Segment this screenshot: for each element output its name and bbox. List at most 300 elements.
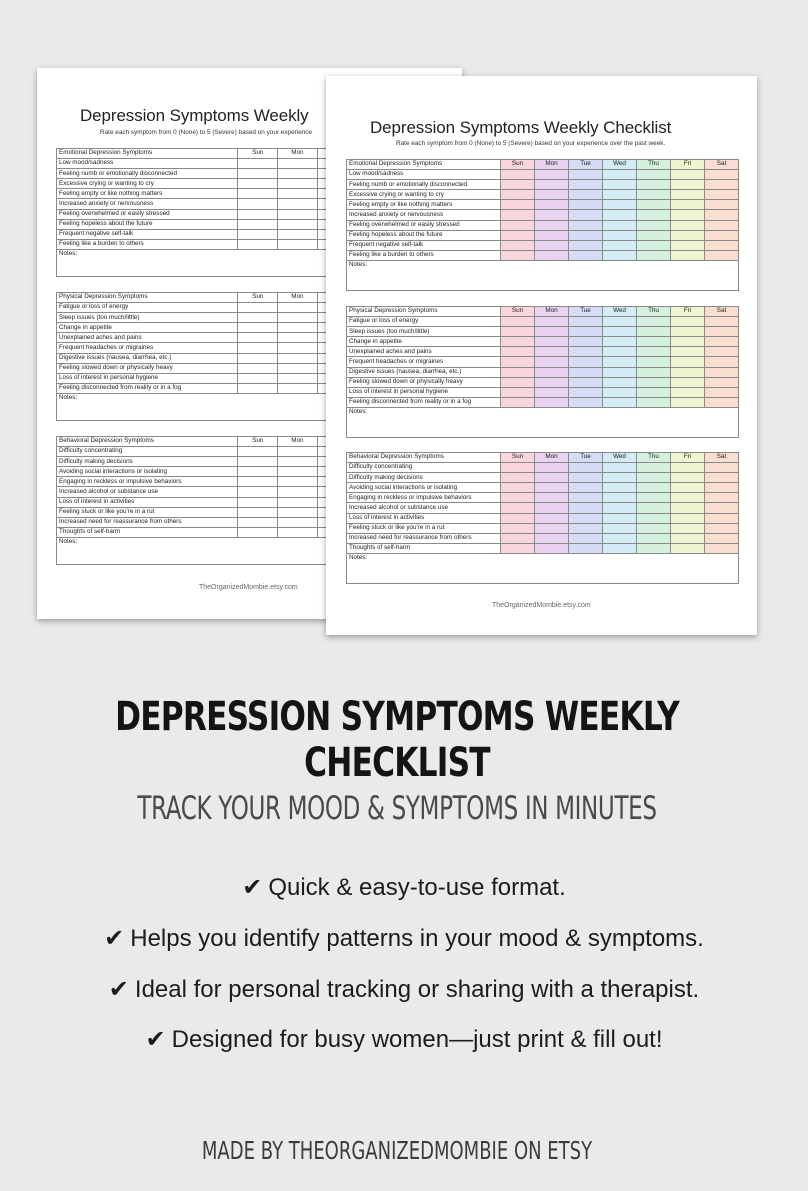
rating-cell[interactable] xyxy=(637,463,671,473)
symptom-row xyxy=(347,230,739,240)
rating-cell[interactable] xyxy=(535,180,569,190)
symptom-row xyxy=(347,367,739,377)
day-header: Wed xyxy=(603,160,637,170)
rating-cell[interactable] xyxy=(705,483,739,493)
rating-cell[interactable] xyxy=(705,240,739,250)
front-sheet-subtitle: Rate each symptom from 0 (None) to 5 (Severe) based on your experience over the past week. xyxy=(396,140,666,147)
rating-cell[interactable] xyxy=(238,373,278,383)
rating-cell[interactable] xyxy=(705,210,739,220)
rating-cell[interactable] xyxy=(671,327,705,337)
front-sheet-title: Depression Symptoms Weekly Checklist xyxy=(370,118,672,137)
symptom-row xyxy=(347,347,739,357)
rating-cell[interactable] xyxy=(671,210,705,220)
rating-cell[interactable] xyxy=(278,373,318,383)
symptom-label: Increased alcohol or substance use xyxy=(57,487,238,497)
rating-cell[interactable] xyxy=(535,463,569,473)
day-header: Mon xyxy=(535,160,569,170)
symptom-row xyxy=(347,533,739,543)
rating-cell[interactable] xyxy=(671,503,705,513)
day-header: Mon xyxy=(278,149,318,159)
symptom-label: Feeling slowed down or physically heavy xyxy=(57,363,238,373)
day-header: Sun xyxy=(238,437,278,447)
rating-cell[interactable] xyxy=(278,159,318,169)
rating-cell[interactable] xyxy=(569,230,603,240)
rating-cell[interactable] xyxy=(535,337,569,347)
rating-cell[interactable] xyxy=(278,313,318,323)
rating-cell[interactable] xyxy=(535,483,569,493)
rating-cell[interactable] xyxy=(637,180,671,190)
day-header: Fri xyxy=(671,160,705,170)
rating-cell[interactable] xyxy=(603,190,637,200)
rating-cell[interactable] xyxy=(569,327,603,337)
rating-cell[interactable] xyxy=(569,220,603,230)
rating-cell[interactable] xyxy=(278,239,318,249)
rating-cell[interactable] xyxy=(535,523,569,533)
rating-cell[interactable] xyxy=(278,333,318,343)
symptom-label: Digestive issues (nausea, diarrhea, etc.) xyxy=(347,367,501,377)
symptom-table xyxy=(346,159,739,291)
rating-cell[interactable] xyxy=(501,317,535,327)
rating-cell[interactable] xyxy=(637,533,671,543)
rating-cell[interactable] xyxy=(671,543,705,553)
rating-cell[interactable] xyxy=(535,503,569,513)
rating-cell[interactable] xyxy=(603,200,637,210)
rating-cell[interactable] xyxy=(637,493,671,503)
rating-cell[interactable] xyxy=(535,357,569,367)
rating-cell[interactable] xyxy=(501,250,535,260)
rating-cell[interactable] xyxy=(705,220,739,230)
rating-cell[interactable] xyxy=(535,230,569,240)
rating-cell[interactable] xyxy=(569,493,603,503)
rating-cell[interactable] xyxy=(603,357,637,367)
rating-cell[interactable] xyxy=(569,367,603,377)
rating-cell[interactable] xyxy=(278,179,318,189)
rating-cell[interactable] xyxy=(671,200,705,210)
rating-cell[interactable] xyxy=(501,533,535,543)
rating-cell[interactable] xyxy=(637,367,671,377)
rating-cell[interactable] xyxy=(603,387,637,397)
symptom-row xyxy=(347,200,739,210)
rating-cell[interactable] xyxy=(238,219,278,229)
rating-cell[interactable] xyxy=(705,337,739,347)
rating-cell[interactable] xyxy=(501,240,535,250)
rating-cell[interactable] xyxy=(535,533,569,543)
rating-cell[interactable] xyxy=(569,200,603,210)
rating-cell[interactable] xyxy=(569,473,603,483)
rating-cell[interactable] xyxy=(637,543,671,553)
rating-cell[interactable] xyxy=(238,159,278,169)
rating-cell[interactable] xyxy=(569,533,603,543)
rating-cell[interactable] xyxy=(705,317,739,327)
rating-cell[interactable] xyxy=(603,483,637,493)
rating-cell[interactable] xyxy=(603,230,637,240)
rating-cell[interactable] xyxy=(637,503,671,513)
rating-cell[interactable] xyxy=(569,503,603,513)
rating-cell[interactable] xyxy=(671,230,705,240)
rating-cell[interactable] xyxy=(705,190,739,200)
rating-cell[interactable] xyxy=(501,483,535,493)
rating-cell[interactable] xyxy=(278,507,318,517)
rating-cell[interactable] xyxy=(637,513,671,523)
rating-cell[interactable] xyxy=(637,357,671,367)
rating-cell[interactable] xyxy=(637,240,671,250)
day-header: Thu xyxy=(637,307,671,317)
rating-cell[interactable] xyxy=(671,347,705,357)
rating-cell[interactable] xyxy=(238,447,278,457)
rating-cell[interactable] xyxy=(603,250,637,260)
rating-cell[interactable] xyxy=(603,210,637,220)
rating-cell[interactable] xyxy=(501,180,535,190)
rating-cell[interactable] xyxy=(535,513,569,523)
rating-cell[interactable] xyxy=(569,180,603,190)
symptom-row xyxy=(347,377,739,387)
rating-cell[interactable] xyxy=(637,327,671,337)
rating-cell[interactable] xyxy=(671,483,705,493)
rating-cell[interactable] xyxy=(603,367,637,377)
rating-cell[interactable] xyxy=(238,457,278,467)
day-header: Wed xyxy=(603,453,637,463)
rating-cell[interactable] xyxy=(501,170,535,180)
symptom-label: Thoughts of self-harm xyxy=(57,527,238,537)
rating-cell[interactable] xyxy=(278,477,318,487)
rating-cell[interactable] xyxy=(238,517,278,527)
rating-cell[interactable] xyxy=(671,387,705,397)
rating-cell[interactable] xyxy=(603,397,637,407)
rating-cell[interactable] xyxy=(238,487,278,497)
rating-cell[interactable] xyxy=(603,473,637,483)
rating-cell[interactable] xyxy=(705,230,739,240)
rating-cell[interactable] xyxy=(603,337,637,347)
rating-cell[interactable] xyxy=(501,493,535,503)
rating-cell[interactable] xyxy=(535,473,569,483)
rating-cell[interactable] xyxy=(637,387,671,397)
rating-cell[interactable] xyxy=(278,303,318,313)
rating-cell[interactable] xyxy=(501,473,535,483)
rating-cell[interactable] xyxy=(705,513,739,523)
rating-cell[interactable] xyxy=(278,457,318,467)
symptom-row xyxy=(347,180,739,190)
rating-cell[interactable] xyxy=(705,493,739,503)
rating-cell[interactable] xyxy=(569,387,603,397)
symptom-label: Feeling empty or like nothing matters xyxy=(57,189,238,199)
notes-field[interactable]: Notes: xyxy=(347,260,739,290)
rating-cell[interactable] xyxy=(535,493,569,503)
rating-cell[interactable] xyxy=(569,240,603,250)
rating-cell[interactable] xyxy=(569,397,603,407)
rating-cell[interactable] xyxy=(278,487,318,497)
rating-cell[interactable] xyxy=(671,190,705,200)
rating-cell[interactable] xyxy=(705,347,739,357)
notes-field[interactable]: Notes: xyxy=(57,537,516,564)
rating-cell[interactable] xyxy=(637,347,671,357)
rating-cell[interactable] xyxy=(705,523,739,533)
rating-cell[interactable] xyxy=(569,543,603,553)
rating-cell[interactable] xyxy=(637,250,671,260)
rating-cell[interactable] xyxy=(637,317,671,327)
rating-cell[interactable] xyxy=(705,387,739,397)
symptom-label: Feeling stuck or like you're in a rut xyxy=(57,507,238,517)
rating-cell[interactable] xyxy=(705,357,739,367)
rating-cell[interactable] xyxy=(278,527,318,537)
check-icon: ✔ xyxy=(145,1025,166,1053)
rating-cell[interactable] xyxy=(238,467,278,477)
rating-cell[interactable] xyxy=(569,513,603,523)
rating-cell[interactable] xyxy=(238,383,278,393)
rating-cell[interactable] xyxy=(603,170,637,180)
rating-cell[interactable] xyxy=(501,523,535,533)
symptom-row xyxy=(347,463,739,473)
rating-cell[interactable] xyxy=(637,337,671,347)
rating-cell[interactable] xyxy=(637,377,671,387)
notes-field[interactable]: Notes: xyxy=(347,553,739,583)
rating-cell[interactable] xyxy=(238,189,278,199)
rating-cell[interactable] xyxy=(603,377,637,387)
rating-cell[interactable] xyxy=(705,200,739,210)
rating-cell[interactable] xyxy=(238,199,278,209)
rating-cell[interactable] xyxy=(637,523,671,533)
rating-cell[interactable] xyxy=(535,200,569,210)
rating-cell[interactable] xyxy=(569,483,603,493)
rating-cell[interactable] xyxy=(238,477,278,487)
rating-cell[interactable] xyxy=(603,240,637,250)
rating-cell[interactable] xyxy=(637,200,671,210)
notes-field[interactable]: Notes: xyxy=(57,393,516,420)
rating-cell[interactable] xyxy=(671,513,705,523)
rating-cell[interactable] xyxy=(637,397,671,407)
rating-cell[interactable] xyxy=(705,367,739,377)
rating-cell[interactable] xyxy=(238,169,278,179)
symptom-label: Frequent negative self-talk xyxy=(347,240,501,250)
day-header: Thu xyxy=(637,160,671,170)
rating-cell[interactable] xyxy=(535,210,569,220)
rating-cell[interactable] xyxy=(278,169,318,179)
symptom-table xyxy=(346,452,739,584)
rating-cell[interactable] xyxy=(278,447,318,457)
rating-cell[interactable] xyxy=(501,200,535,210)
rating-cell[interactable] xyxy=(603,513,637,523)
rating-cell[interactable] xyxy=(603,220,637,230)
rating-cell[interactable] xyxy=(501,190,535,200)
rating-cell[interactable] xyxy=(535,220,569,230)
rating-cell[interactable] xyxy=(278,189,318,199)
symptom-label: Fatigue or loss of energy xyxy=(347,317,501,327)
rating-cell[interactable] xyxy=(603,347,637,357)
rating-cell[interactable] xyxy=(535,347,569,357)
symptom-label: Excessive crying or wanting to cry xyxy=(347,190,501,200)
rating-cell[interactable] xyxy=(501,543,535,553)
rating-cell[interactable] xyxy=(603,327,637,337)
rating-cell[interactable] xyxy=(637,210,671,220)
rating-cell[interactable] xyxy=(278,467,318,477)
rating-cell[interactable] xyxy=(278,199,318,209)
rating-cell[interactable] xyxy=(671,397,705,407)
rating-cell[interactable] xyxy=(671,357,705,367)
rating-cell[interactable] xyxy=(535,240,569,250)
symptom-label: Low mood/sadness xyxy=(347,170,501,180)
rating-cell[interactable] xyxy=(278,229,318,239)
rating-cell[interactable] xyxy=(501,327,535,337)
rating-cell[interactable] xyxy=(569,190,603,200)
feature-bullet: ✔ Ideal for personal tracking or sharing with a therapist. xyxy=(108,975,700,1003)
rating-cell[interactable] xyxy=(535,543,569,553)
rating-cell[interactable] xyxy=(501,387,535,397)
rating-cell[interactable] xyxy=(238,239,278,249)
rating-cell[interactable] xyxy=(603,523,637,533)
rating-cell[interactable] xyxy=(238,343,278,353)
symptom-label: Digestive issues (nausea, diarrhea, etc.) xyxy=(57,353,238,363)
rating-cell[interactable] xyxy=(238,209,278,219)
rating-cell[interactable] xyxy=(535,250,569,260)
rating-cell[interactable] xyxy=(238,363,278,373)
rating-cell[interactable] xyxy=(501,513,535,523)
rating-cell[interactable] xyxy=(705,327,739,337)
rating-cell[interactable] xyxy=(278,517,318,527)
symptom-label: Feeling empty or like nothing matters xyxy=(347,200,501,210)
rating-cell[interactable] xyxy=(569,377,603,387)
rating-cell[interactable] xyxy=(278,363,318,373)
rating-cell[interactable] xyxy=(603,317,637,327)
rating-cell[interactable] xyxy=(238,179,278,189)
rating-cell[interactable] xyxy=(501,397,535,407)
rating-cell[interactable] xyxy=(671,180,705,190)
rating-cell[interactable] xyxy=(671,463,705,473)
rating-cell[interactable] xyxy=(603,543,637,553)
rating-cell[interactable] xyxy=(501,347,535,357)
rating-cell[interactable] xyxy=(569,357,603,367)
day-header: Tue xyxy=(569,453,603,463)
rating-cell[interactable] xyxy=(637,170,671,180)
rating-cell[interactable] xyxy=(501,210,535,220)
rating-cell[interactable] xyxy=(671,220,705,230)
rating-cell[interactable] xyxy=(535,317,569,327)
rating-cell[interactable] xyxy=(705,533,739,543)
rating-cell[interactable] xyxy=(603,493,637,503)
rating-cell[interactable] xyxy=(671,170,705,180)
rating-cell[interactable] xyxy=(238,497,278,507)
rating-cell[interactable] xyxy=(535,190,569,200)
rating-cell[interactable] xyxy=(535,377,569,387)
rating-cell[interactable] xyxy=(705,543,739,553)
rating-cell[interactable] xyxy=(603,180,637,190)
rating-cell[interactable] xyxy=(278,353,318,363)
rating-cell[interactable] xyxy=(238,507,278,517)
symptom-label: Engaging in reckless or impulsive behaviors xyxy=(347,493,501,503)
rating-cell[interactable] xyxy=(705,180,739,190)
rating-cell[interactable] xyxy=(569,250,603,260)
symptom-label: Feeling overwhelmed or easily stressed xyxy=(57,209,238,219)
rating-cell[interactable] xyxy=(705,473,739,483)
rating-cell[interactable] xyxy=(569,170,603,180)
rating-cell[interactable] xyxy=(637,220,671,230)
rating-cell[interactable] xyxy=(278,219,318,229)
rating-cell[interactable] xyxy=(637,230,671,240)
rating-cell[interactable] xyxy=(705,397,739,407)
rating-cell[interactable] xyxy=(238,303,278,313)
rating-cell[interactable] xyxy=(603,533,637,543)
rating-cell[interactable] xyxy=(238,333,278,343)
rating-cell[interactable] xyxy=(238,323,278,333)
rating-cell[interactable] xyxy=(238,527,278,537)
rating-cell[interactable] xyxy=(569,210,603,220)
rating-cell[interactable] xyxy=(501,220,535,230)
rating-cell[interactable] xyxy=(671,240,705,250)
rating-cell[interactable] xyxy=(238,353,278,363)
symptom-label: Feeling disconnected from reality or in a fog xyxy=(57,383,238,393)
rating-cell[interactable] xyxy=(671,250,705,260)
rating-cell[interactable] xyxy=(705,170,739,180)
rating-cell[interactable] xyxy=(603,503,637,513)
rating-cell[interactable] xyxy=(671,377,705,387)
rating-cell[interactable] xyxy=(501,337,535,347)
rating-cell[interactable] xyxy=(535,170,569,180)
rating-cell[interactable] xyxy=(535,367,569,377)
rating-cell[interactable] xyxy=(705,463,739,473)
rating-cell[interactable] xyxy=(238,313,278,323)
symptom-label: Difficulty making decisions xyxy=(347,473,501,483)
symptom-label: Thoughts of self-harm xyxy=(347,543,501,553)
back-sheet-footer: TheOrganizedMombie.etsy.com xyxy=(199,584,298,591)
symptom-label: Feeling stuck or like you're in a rut xyxy=(347,523,501,533)
symptom-row xyxy=(347,357,739,367)
rating-cell[interactable] xyxy=(569,317,603,327)
notes-field[interactable]: Notes: xyxy=(347,407,739,437)
rating-cell[interactable] xyxy=(603,463,637,473)
rating-cell[interactable] xyxy=(501,463,535,473)
rating-cell[interactable] xyxy=(278,383,318,393)
rating-cell[interactable] xyxy=(637,483,671,493)
rating-cell[interactable] xyxy=(569,337,603,347)
feature-bullet: ✔ Designed for busy women—just print & fill out! xyxy=(145,1025,663,1053)
day-header: Sun xyxy=(501,453,535,463)
back-sheet-subtitle: Rate each symptom from 0 (None) to 5 (Severe) based on your experience xyxy=(100,129,313,136)
rating-cell[interactable] xyxy=(637,473,671,483)
notes-field[interactable]: Notes: xyxy=(57,249,516,276)
rating-cell[interactable] xyxy=(535,397,569,407)
rating-cell[interactable] xyxy=(278,323,318,333)
rating-cell[interactable] xyxy=(569,463,603,473)
rating-cell[interactable] xyxy=(705,503,739,513)
rating-cell[interactable] xyxy=(278,209,318,219)
rating-cell[interactable] xyxy=(278,343,318,353)
rating-cell[interactable] xyxy=(705,250,739,260)
section-heading: Emotional Depression Symptoms xyxy=(57,149,238,159)
rating-cell[interactable] xyxy=(671,473,705,483)
rating-cell[interactable] xyxy=(671,533,705,543)
symptom-row xyxy=(347,387,739,397)
rating-cell[interactable] xyxy=(637,190,671,200)
symptom-label: Feeling overwhelmed or easily stressed xyxy=(347,220,501,230)
symptom-label: Difficulty concentrating xyxy=(347,463,501,473)
rating-cell[interactable] xyxy=(535,387,569,397)
rating-cell[interactable] xyxy=(501,503,535,513)
rating-cell[interactable] xyxy=(671,523,705,533)
rating-cell[interactable] xyxy=(535,327,569,337)
rating-cell[interactable] xyxy=(671,317,705,327)
rating-cell[interactable] xyxy=(569,523,603,533)
rating-cell[interactable] xyxy=(278,497,318,507)
rating-cell[interactable] xyxy=(671,337,705,347)
rating-cell[interactable] xyxy=(705,377,739,387)
rating-cell[interactable] xyxy=(501,357,535,367)
rating-cell[interactable] xyxy=(501,367,535,377)
rating-cell[interactable] xyxy=(671,493,705,503)
rating-cell[interactable] xyxy=(501,377,535,387)
rating-cell[interactable] xyxy=(501,230,535,240)
rating-cell[interactable] xyxy=(671,367,705,377)
rating-cell[interactable] xyxy=(569,347,603,357)
rating-cell[interactable] xyxy=(238,229,278,239)
day-header: Mon xyxy=(278,293,318,303)
